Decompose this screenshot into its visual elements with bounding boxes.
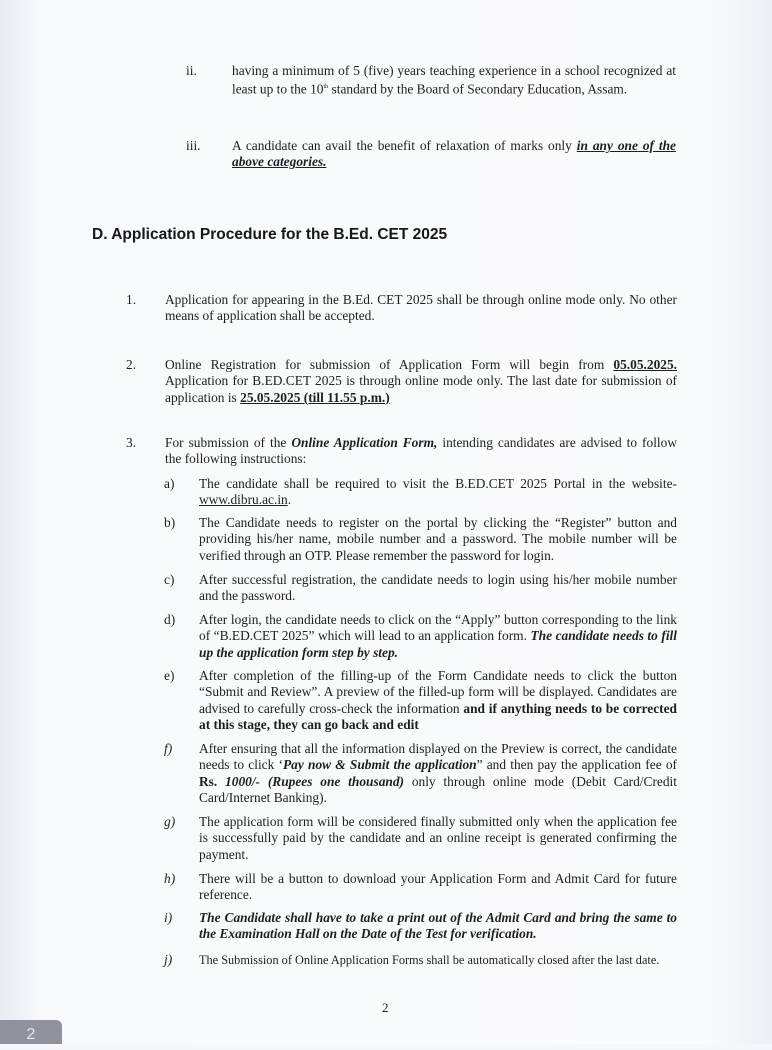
sub-c-label: c) xyxy=(164,572,175,587)
sub-b-text: The Candidate needs to register on the portal by clicking the “Register” button and providing his/her name, mobile number and a password. The mobile number will be verified through an OTP. Please remember the password for login. xyxy=(199,515,677,563)
sub-c-text: After successful registration, the candidate needs to login using his/her mobile number and the password. xyxy=(199,572,677,604)
sub-i-label: i) xyxy=(164,910,173,925)
sub-f-label: f) xyxy=(164,741,173,756)
item-3-text: For submission of the Online Application Form, intending candidates are advised to follow the following instructions: xyxy=(165,435,678,467)
item-iii-label: iii. xyxy=(186,138,201,153)
sub-j-label: j) xyxy=(164,952,173,967)
item-ii-label: ii. xyxy=(186,63,197,78)
sub-b-label: b) xyxy=(164,515,176,530)
sub-f-text: After ensuring that all the information displayed on the Preview is correct, the candidate needs to click ‘Pay now & Submit the application” and then pay the application fee of Rs. 1000/- (Rupees one thousand) only through online mode (Debit Card/Credit Card/Internet Banking). xyxy=(199,741,677,806)
sub-e-text: After completion of the filling-up of the Form Candidate needs to click the button “Submit and Review”. A preview of the filled-up form will be displayed. Candidates are advised to carefully cross-check the information and if anything needs to be corrected at this stage, they can go back and edit xyxy=(199,668,677,733)
sub-j-text: The Submission of Online Application Forms shall be automatically closed after the last date. xyxy=(199,953,660,967)
item-ii-text: having a minimum of 5 (five) years teaching experience in a school recognized at least up to the 10th standard by the Board of Secondary Education, Assam. xyxy=(232,63,676,97)
sub-g-label: g) xyxy=(164,814,176,829)
sub-d-label: d) xyxy=(164,612,176,627)
sub-h-text: There will be a button to download your Application Form and Admit Card for future reference. xyxy=(199,871,677,903)
sub-a-text: The candidate shall be required to visit the B.ED.CET 2025 Portal in the website- www.dibru.ac.in. xyxy=(199,476,677,508)
sub-h-label: h) xyxy=(164,871,176,886)
sub-a-label: a) xyxy=(164,476,175,491)
section-heading: D. Application Procedure for the B.Ed. CET 2025 xyxy=(92,226,448,243)
website-link[interactable]: www.dibru.ac.in xyxy=(199,492,288,508)
item-iii-text: A candidate can avail the benefit of relaxation of marks only in any one of the above categories. xyxy=(232,138,676,170)
sub-g-text: The application form will be considered finally submitted only when the application fee is successfully paid by the candidate and an online receipt is generated confirming the payment. xyxy=(199,814,677,862)
item-1-label: 1. xyxy=(126,292,137,307)
sub-d-text: After login, the candidate needs to click on the “Apply” button corresponding to the link of “B.ED.CET 2025” which will lead to an application form. The candidate needs to fill up the application form step by step. xyxy=(199,612,678,660)
item-2-text: Online Registration for submission of Application Form will begin from 05.05.2025. Application for B.ED.CET 2025 is through online mode only. The last date for submission of application is 25.05.2025 (till 11.55 p.m.) xyxy=(165,357,677,405)
item-3-label: 3. xyxy=(126,435,137,450)
sub-e-label: e) xyxy=(164,668,175,683)
item-1-text: Application for appearing in the B.Ed. CET 2025 shall be through online mode only. No other means of application shall be accepted. xyxy=(165,292,677,324)
page-number: 2 xyxy=(382,1000,389,1015)
page-corner-badge: 2 xyxy=(0,1020,62,1044)
sub-i-text: The Candidate shall have to take a print out of the Admit Card and bring the same to the Examination Hall on the Date of the Test for verification. xyxy=(199,910,677,942)
item-2-label: 2. xyxy=(126,357,137,372)
